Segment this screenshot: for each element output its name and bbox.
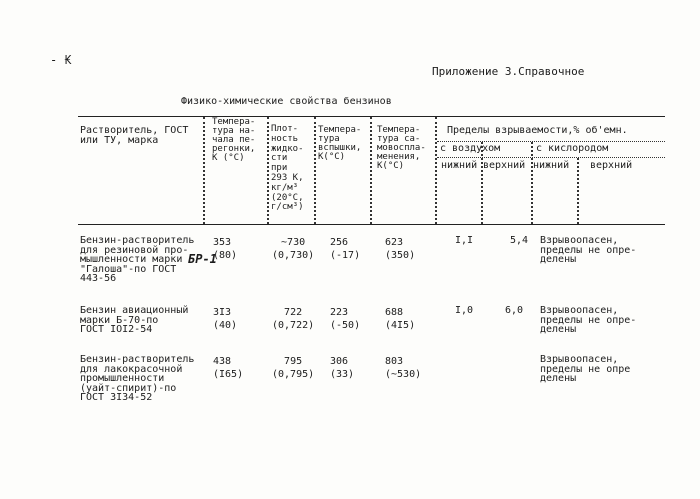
limits-divider-rule (437, 141, 665, 142)
header-autoignition: Темпера- тура са- мовоспла- менения, К(°С) (377, 125, 426, 171)
row1-flash: 256 (-17) (330, 237, 361, 261)
row1-handwritten-mark: БР-1 (188, 252, 217, 266)
row3-autoign: 803 (~530) (385, 356, 422, 380)
row2-air-upper: 6,0 (505, 305, 524, 316)
row3-oxygen: Взрывоопасен, пределы не опре делены (540, 354, 631, 384)
row2-density: 722 (0,722) (272, 307, 315, 331)
header-with-air: с воздухом (440, 143, 501, 154)
col-sep-3 (314, 117, 316, 224)
col-sep-8 (577, 158, 579, 224)
row2-oxygen: Взрывоопасен, пределы не опре- делены (540, 305, 637, 335)
appendix-label: Приложение 3.Справочное (432, 65, 585, 78)
row1-air-lower: I,I (455, 235, 474, 246)
row3-flash: 306 (33) (330, 356, 355, 380)
row2-solvent-name: Бензин авиационный марки Б-70-по ГОСТ IOI2-54 (80, 305, 189, 335)
row1-air-upper: 5,4 (510, 235, 529, 246)
header-air-lower: нижний (441, 160, 478, 171)
col-sep-6 (481, 142, 483, 224)
row2-autoign: 688 (4I5) (385, 307, 416, 331)
row2-boil: 3I3 (40) (213, 307, 238, 331)
header-density: Плот- ность жидко- сти при 293 К, кг/м³ (20°С, г/см³) (271, 124, 304, 213)
corner-mark: - ₭ (50, 53, 72, 67)
row2-air-lower: I,0 (455, 305, 474, 316)
header-limits: Пределы взрываемости,% об'емн. (447, 125, 628, 136)
row3-boil: 438 (I65) (213, 356, 244, 380)
col-sep-2 (267, 117, 269, 224)
header-with-oxygen: с кислородом (536, 143, 609, 154)
row1-solvent-name: Бензин-растворитель для резиновой про- мышленности марки "Галоша"-по ГОСТ 443-56 (80, 235, 195, 284)
col-sep-5 (435, 117, 437, 224)
row1-density: ~730 (0,730) (272, 237, 315, 261)
col-sep-4 (370, 117, 372, 224)
row1-autoign: 623 (350) (385, 237, 416, 261)
col-sep-7 (531, 142, 533, 224)
table-header-bottom-rule (78, 224, 665, 225)
row2-flash: 223 (-50) (330, 307, 361, 331)
header-flash: Темпера- тура вспышки, К(°С) (318, 125, 362, 162)
table-title: Физико-химические свойства бензинов (181, 96, 392, 107)
row3-solvent-name: Бензин-растворитель для лакокрасочной промышленности (уайт-спирит)-по ГОСТ 3I34-52 (80, 354, 195, 403)
row3-density: 795 (0,795) (272, 356, 315, 380)
row1-oxygen: Взрывоопасен, пределы не опре- делены (540, 235, 637, 265)
header-air-upper: верхний (483, 160, 526, 171)
air-oxygen-divider-rule (437, 157, 665, 158)
header-oxygen-upper: верхний (590, 160, 633, 171)
header-boil-start: Темпера- тура на- чала пе- регонки, К (°С) (212, 117, 256, 163)
header-oxygen-lower: нижний (533, 160, 570, 171)
col-sep-1 (203, 117, 205, 224)
row1-boil: 353 (80) (213, 237, 238, 261)
header-solvent: Растворитель, ГОСТ или ТУ, марка (80, 125, 189, 146)
